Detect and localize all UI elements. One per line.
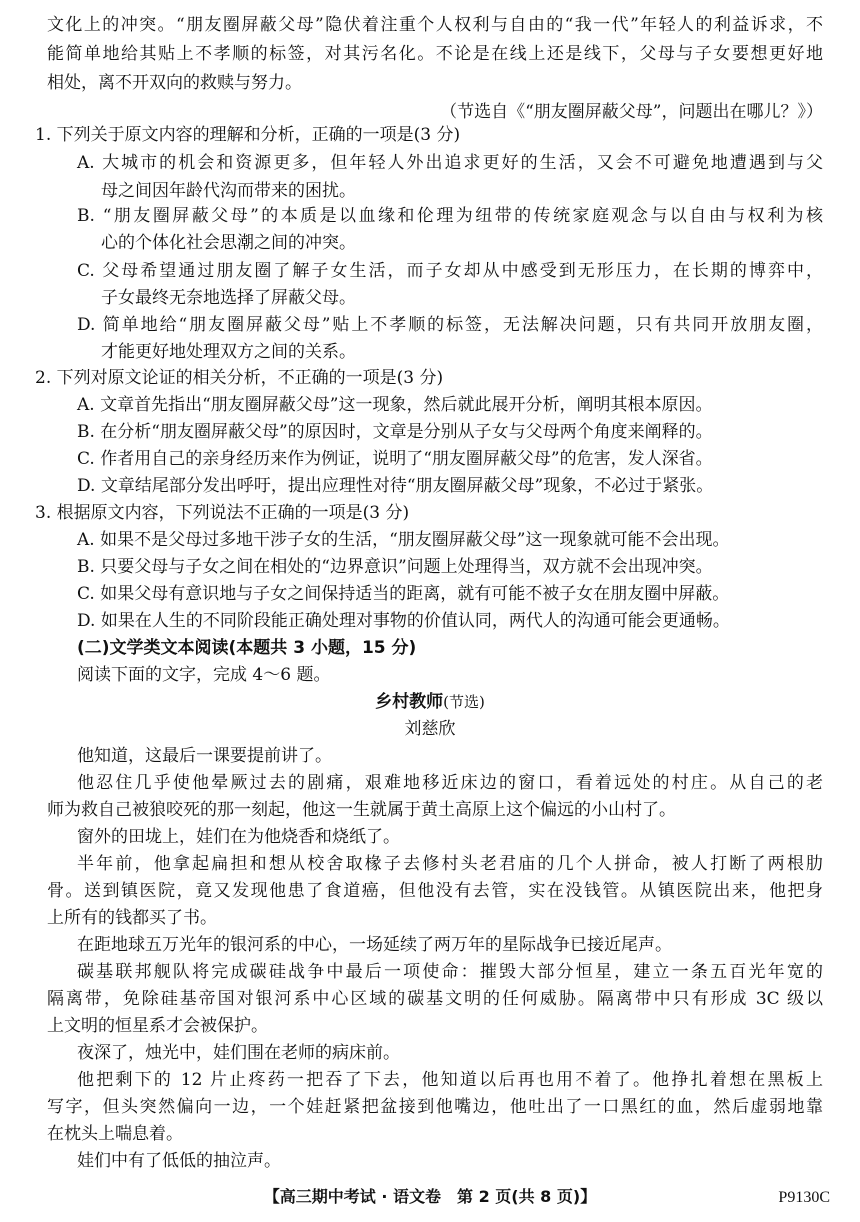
q1-option-d-line2: 才能更好地处理双方之间的关系。 (101, 342, 356, 362)
story-line-13: 他把剩下的 12 片止疼药一把吞了下去，他知道以后再也用不着了。他挣扎着想在黑板上 (77, 1070, 823, 1090)
q1-option-b-line2: 心的个体化社会思潮之间的冲突。 (101, 233, 356, 253)
question-1-stem: 1. 下列关于原文内容的理解和分析，正确的一项是(3 分) (35, 125, 461, 145)
story-author: 刘慈欣 (404, 719, 456, 739)
story-line-2: 他忍住几乎使他晕厥过去的剧痛，艰难地移近床边的窗口，看着远处的村庄。从自己的老 (77, 773, 823, 793)
story-line-8: 在距地球五万光年的银河系的中心，一场延续了两万年的星际战争已接近尾声。 (77, 935, 672, 955)
q1-option-a-line2: 母之间因年龄代沟而带来的困扰。 (101, 181, 356, 201)
story-line-9: 碳基联邦舰队将完成碳硅战争中最后一项使命：摧毁大部分恒星，建立一条五百光年宽的 (77, 962, 823, 982)
q1-option-c-line2: 子女最终无奈地选择了屏蔽父母。 (101, 288, 356, 308)
story-line-3: 师为救自己被狼咬死的那一刻起，他这一生就属于黄土高原上这个偏远的小山村了。 (47, 800, 676, 820)
story-line-6: 骨。送到镇医院，竟又发现他患了食道癌，但他没有去管，实在没钱管。从镇医院出来，他把身 (47, 881, 823, 901)
story-line-12: 夜深了，烛光中，娃们围在老师的病床前。 (77, 1043, 400, 1063)
q2-option-a: A. 文章首先指出“朋友圈屏蔽父母”这一现象，然后就此展开分析，阐明其根本原因。 (77, 395, 713, 415)
section-2-instruction: 阅读下面的文字，完成 4～6 题。 (77, 665, 331, 685)
q3-option-a: A. 如果不是父母过多地干涉子女的生活，“朋友圈屏蔽父母”这一现象就可能不会出现。 (77, 530, 730, 550)
story-line-10: 隔离带，免除硅基帝国对银河系中心区域的碳基文明的任何威胁。隔离带中只有形成 3C 级以 (47, 989, 823, 1009)
q2-option-c: C. 作者用自己的亲身经历来作为例证，说明了“朋友圈屏蔽父母”的危害，发人深省。 (77, 449, 713, 469)
q1-option-c-line1: C. 父母希望通过朋友圈了解子女生活，而子女却从中感受到无形压力，在长期的博弈中， (77, 261, 823, 281)
page-footer-code: P9130C (778, 1189, 830, 1206)
q3-option-b: B. 只要父母与子女之间在相处的“边界意识”问题上处理得当，双方就不会出现冲突。 (77, 557, 713, 577)
story-title-note: (节选) (443, 693, 485, 711)
source-note: （节选自《“朋友圈屏蔽父母”，问题出在哪儿？》） (440, 102, 823, 122)
story-line-7: 上所有的钱都买了书。 (47, 908, 217, 928)
q2-option-b: B. 在分析“朋友圈屏蔽父母”的原因时，文章是分别从子女与父母两个角度来阐释的。 (77, 422, 713, 442)
intro-line-2: 能简单地给其贴上不孝顺的标签，对其污名化。不论是在线上还是线下，父母与子女要想更好地 (47, 44, 823, 64)
question-2-stem: 2. 下列对原文论证的相关分析，不正确的一项是(3 分) (35, 368, 444, 388)
section-2-heading: (二)文学类文本阅读(本题共 3 小题，15 分) (77, 638, 417, 658)
q1-option-d-line1: D. 简单地给“朋友圈屏蔽父母”贴上不孝顺的标签，无法解决问题，只有共同开放朋友圈， (77, 315, 823, 335)
intro-line-1: 文化上的冲突。“朋友圈屏蔽父母”隐伏着注重个人权利与自由的“我一代”年轻人的利益诉求，不 (47, 15, 823, 35)
q1-option-a-line1: A. 大城市的机会和资源更多，但年轻人外出追求更好的生活，又会不可避免地遭遇到与父 (77, 153, 823, 173)
story-line-1: 他知道，这最后一课要提前讲了。 (77, 746, 332, 766)
question-3-stem: 3. 根据原文内容，下列说法不正确的一项是(3 分) (35, 503, 410, 523)
q3-option-c: C. 如果父母有意识地与子女之间保持适当的距离，就有可能不被子女在朋友圈中屏蔽。 (77, 584, 730, 604)
story-line-5: 半年前，他拿起扁担和想从校舍取椽子去修村头老君庙的几个人拼命，被人打断了两根肋 (77, 854, 823, 874)
story-title: 乡村教师 (375, 692, 444, 712)
intro-line-3: 相处，离不开双向的救赎与努力。 (47, 73, 302, 93)
q3-option-d: D. 如果在人生的不同阶段能正确处理对事物的价值认同，两代人的沟通可能会更通畅。 (77, 611, 730, 631)
q1-option-b-line1: B. “朋友圈屏蔽父母”的本质是以血缘和伦理为纽带的传统家庭观念与以自由与权利为核 (77, 206, 823, 226)
story-line-4: 窗外的田垅上，娃们在为他烧香和烧纸了。 (77, 827, 400, 847)
story-line-15: 在枕头上喘息着。 (47, 1124, 183, 1144)
q2-option-d: D. 文章结尾部分发出呼吁，提出应理性对待“朋友圈屏蔽父母”现象，不必过于紧张。 (77, 476, 714, 496)
story-title-row (0, 691, 860, 715)
story-line-14: 写字，但头突然偏向一边，一个娃赶紧把盆接到他嘴边，他吐出了一口黑红的血，然后虚弱地靠 (47, 1097, 823, 1117)
story-line-11: 上文明的恒星系才会被保护。 (47, 1016, 268, 1036)
page-footer-title: 【高三期中考试 · 语文卷 第 2 页(共 8 页)】 (263, 1187, 597, 1206)
story-line-16: 娃们中有了低低的抽泣声。 (77, 1151, 281, 1171)
